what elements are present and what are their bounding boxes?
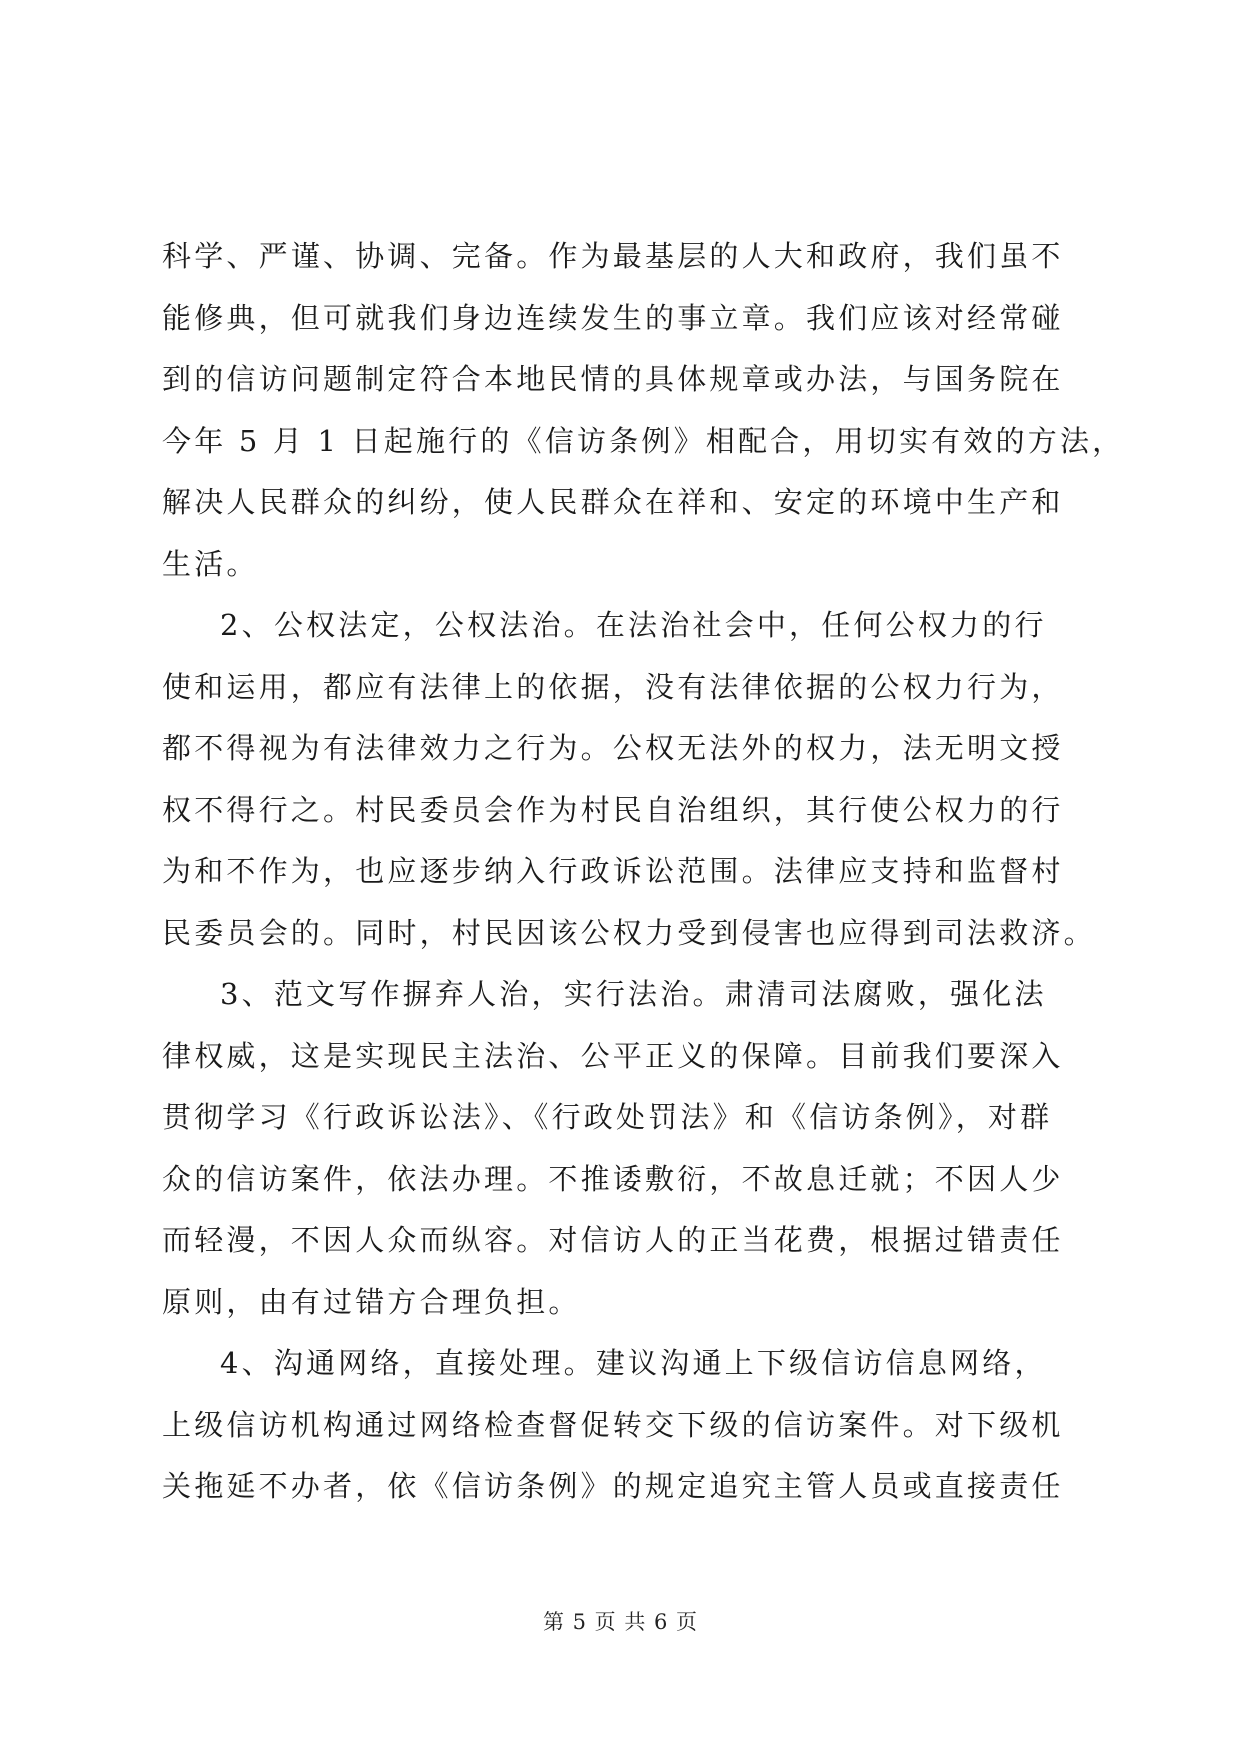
text-line: 而轻漫，不因人众而纵容。对信访人的正当花费，根据过错责任 bbox=[162, 1223, 1064, 1257]
paragraph-start-line: 3、范文写作摒弃人治，实行法治。肃清司法腐败，强化法 bbox=[220, 977, 1047, 1011]
text-line: 都不得视为有法律效力之行为。公权无法外的权力，法无明文授 bbox=[162, 731, 1064, 765]
text-line: 原则，由有过错方合理负担。 bbox=[162, 1284, 581, 1319]
text-line: 今年 5 月 1 日起施行的《信访条例》相配合，用切实有效的方法， bbox=[162, 423, 1125, 458]
text-line: 生活。 bbox=[162, 546, 259, 581]
paragraph-start-line: 2、公权法定，公权法治。在法治社会中，任何公权力的行 bbox=[220, 608, 1047, 642]
text-line: 到的信访问题制定符合本地民情的具体规章或办法，与国务院在 bbox=[162, 362, 1064, 396]
text-line: 贯彻学习《行政诉讼法》、《行政处罚法》和《信访条例》，对群 bbox=[162, 1100, 1053, 1134]
document-body bbox=[162, 226, 1125, 1518]
text-line: 使和运用，都应有法律上的依据，没有法律依据的公权力行为， bbox=[162, 669, 1064, 704]
text-line: 律权威，这是实现民主法治、公平正义的保障。目前我们要深入 bbox=[162, 1038, 1064, 1073]
paragraph-start-line: 4、沟通网络，直接处理。建议沟通上下级信访信息网络， bbox=[220, 1346, 1047, 1380]
text-line: 解决人民群众的纠纷，使人民群众在祥和、安定的环境中生产和 bbox=[162, 485, 1064, 519]
text-line: 上级信访机构通过网络检查督促转交下级的信访案件。对下级机 bbox=[162, 1407, 1064, 1442]
text-line: 关拖延不办者，依《信访条例》的规定追究主管人员或直接责任 bbox=[162, 1469, 1064, 1503]
text-line: 科学、严谨、协调、完备。作为最基层的人大和政府，我们虽不 bbox=[162, 239, 1064, 273]
text-line: 为和不作为，也应逐步纳入行政诉讼范围。法律应支持和监督村 bbox=[162, 854, 1064, 888]
text-line: 众的信访案件，依法办理。不推诿敷衍，不故息迁就；不因人少 bbox=[162, 1161, 1064, 1196]
text-line: 能修典，但可就我们身边连续发生的事立章。我们应该对经常碰 bbox=[162, 300, 1064, 335]
text-line: 权不得行之。村民委员会作为村民自治组织，其行使公权力的行 bbox=[162, 792, 1064, 827]
page-number-footer: 第 5 页 共 6 页 bbox=[542, 1610, 699, 1634]
text-line: 民委员会的。同时，村民因该公权力受到侵害也应得到司法救济。 bbox=[162, 915, 1096, 950]
